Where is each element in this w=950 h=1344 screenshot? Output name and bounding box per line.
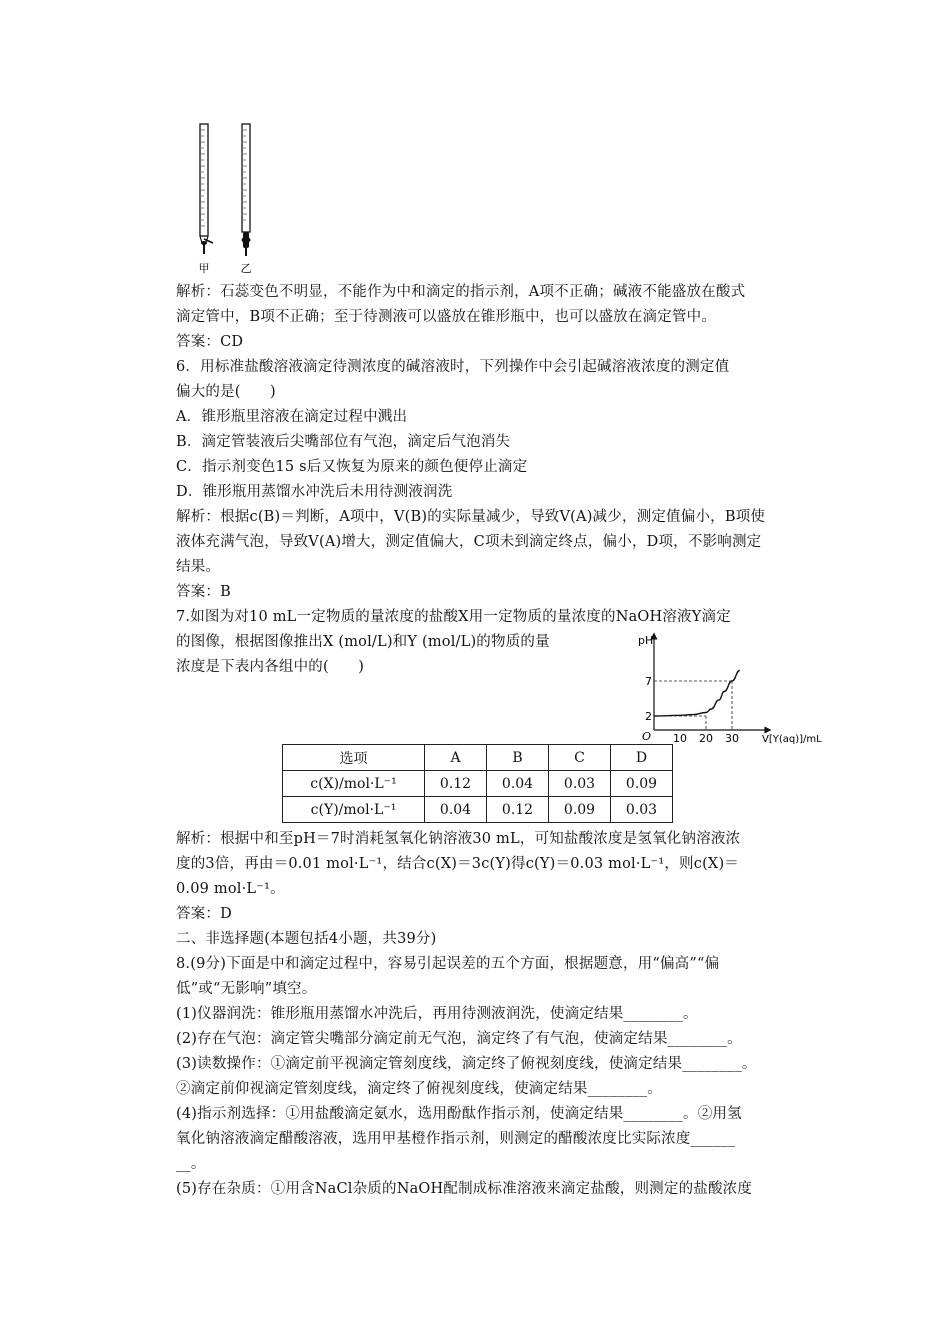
text-line: 7.如图为对10 mL一定物质的量浓度的盐酸X用一定物质的量浓度的NaOH溶液Y滴定 — [176, 609, 731, 625]
text-line: 答案：D — [176, 906, 232, 922]
x-tick-label: 30 — [725, 732, 739, 745]
section-heading: 二、非选择题(本题包括4小题，共39分) — [176, 931, 437, 947]
table-header-cell: 选项 — [283, 745, 425, 771]
text-line: 度的3倍，再由＝0.01 mol·L⁻¹，结合c(X)＝3c(Y)得c(Y)＝0.03 mol·L⁻¹，则c(X)＝ — [176, 856, 740, 872]
text-line: 8.(9分)下面是中和滴定过程中，容易引起误差的五个方面，根据题意，用“偏高”“偏 — [176, 956, 720, 972]
table-cell: 0.09 — [549, 797, 611, 823]
text-line: 滴定管中，B项不正确；至于待测液可以盛放在锥形瓶中，也可以盛放在滴定管中。 — [176, 309, 717, 325]
table-header-cell: B — [487, 745, 549, 771]
y-axis-label: pH — [638, 634, 654, 647]
table-cell: 0.04 — [487, 771, 549, 797]
table-row — [283, 797, 673, 823]
table-row — [283, 771, 673, 797]
text-line: 0.09 mol·L⁻¹。 — [176, 881, 285, 897]
table-cell: 0.09 — [611, 771, 673, 797]
table-cell: 0.03 — [549, 771, 611, 797]
y-tick-label: 7 — [645, 675, 652, 688]
burette-label-b: 乙 — [240, 262, 252, 275]
titration-curve-line — [654, 671, 740, 717]
options-table — [282, 744, 673, 823]
table-cell: 0.03 — [611, 797, 673, 823]
table-cell: c(X)/mol·L⁻¹ — [283, 771, 425, 797]
acid-burette — [200, 124, 213, 254]
text-line: 偏大的是( ) — [176, 384, 276, 400]
text-line: (3)读数操作：①滴定前平视滴定管刻度线，滴定终了俯视刻度线，使滴定结果________。 — [176, 1056, 757, 1072]
text-line: __。 — [176, 1156, 206, 1172]
text-line: (5)存在杂质：①用含NaCl杂质的NaOH配制成标准溶液来滴定盐酸，则测定的盐酸浓度 — [176, 1181, 753, 1197]
text-line: 的图像，根据图像推出X (mol/L)和Y (mol/L)的物质的量 — [176, 634, 550, 650]
table-header-row — [283, 745, 673, 771]
x-axis-label: V[Y(aq)]/mL — [762, 734, 822, 745]
text-line: A．锥形瓶里溶液在滴定过程中溅出 — [176, 409, 408, 425]
text-line: (2)存在气泡：滴定管尖嘴部分滴定前无气泡，滴定终了有气泡，使滴定结果________。 — [176, 1031, 742, 1047]
origin-label: O — [642, 730, 652, 743]
text-line: 液体充满气泡，导致V(A)增大，测定值偏大，C项未到滴定终点，偏小，D项，不影响测定 — [176, 534, 762, 550]
text-line: (1)仪器润洗：锥形瓶用蒸馏水冲洗后，再用待测液润洗，使滴定结果________。 — [176, 1006, 698, 1022]
table-cell: 0.12 — [425, 771, 487, 797]
text-line: 答案：CD — [176, 334, 244, 350]
text-line: 解析：石蕊变色不明显，不能作为中和滴定的指示剂，A项不正确；碱液不能盛放在酸式 — [176, 284, 746, 300]
text-line: 解析：根据中和至pH＝7时消耗氢氧化钠溶液30 mL，可知盐酸浓度是氢氧化钠溶液浓 — [176, 831, 741, 847]
text-line: B．滴定管装液后尖嘴部位有气泡，滴定后气泡消失 — [176, 434, 511, 450]
text-line: D．锥形瓶用蒸馏水冲洗后未用待测液润洗 — [176, 484, 453, 500]
y-tick-label: 2 — [645, 710, 652, 723]
table-cell: c(Y)/mol·L⁻¹ — [283, 797, 425, 823]
text-line: 浓度是下表内各组中的( ) — [176, 659, 365, 675]
text-line: 低”或“无影响”填空。 — [176, 981, 317, 997]
text-line: ②滴定前仰视滴定管刻度线，滴定终了俯视刻度线，使滴定结果________。 — [176, 1081, 662, 1097]
table-header-cell: C — [549, 745, 611, 771]
x-tick-label: 10 — [673, 732, 687, 745]
text-line: 答案：B — [176, 584, 231, 600]
text-line: 解析：根据c(B)＝判断，A项中，V(B)的实际量减少，导致V(A)减少，测定值偏小，B项使 — [176, 509, 766, 525]
text-line: 氧化钠溶液滴定醋酸溶液，选用甲基橙作指示剂，则测定的醋酸浓度比实际浓度______ — [176, 1131, 736, 1147]
titration-curve-chart — [636, 630, 822, 748]
x-tick-label: 20 — [699, 732, 713, 745]
table-header-cell: A — [425, 745, 487, 771]
burette-label-a: 甲 — [198, 262, 210, 275]
text-line: (4)指示剂选择：①用盐酸滴定氨水，选用酚酞作指示剂，使滴定结果________。②用氢 — [176, 1106, 742, 1122]
table-cell: 0.12 — [487, 797, 549, 823]
table-cell: 0.04 — [425, 797, 487, 823]
text-line: 6．用标准盐酸溶液滴定待测浓度的碱溶液时，下列操作中会引起碱溶液浓度的测定值 — [176, 359, 730, 375]
text-line: C．指示剂变色15 s后又恢复为原来的颜色便停止滴定 — [176, 459, 528, 475]
base-burette — [242, 124, 251, 256]
text-line: 结果。 — [176, 559, 221, 575]
burette-figure — [190, 122, 270, 282]
table-header-cell: D — [611, 745, 673, 771]
